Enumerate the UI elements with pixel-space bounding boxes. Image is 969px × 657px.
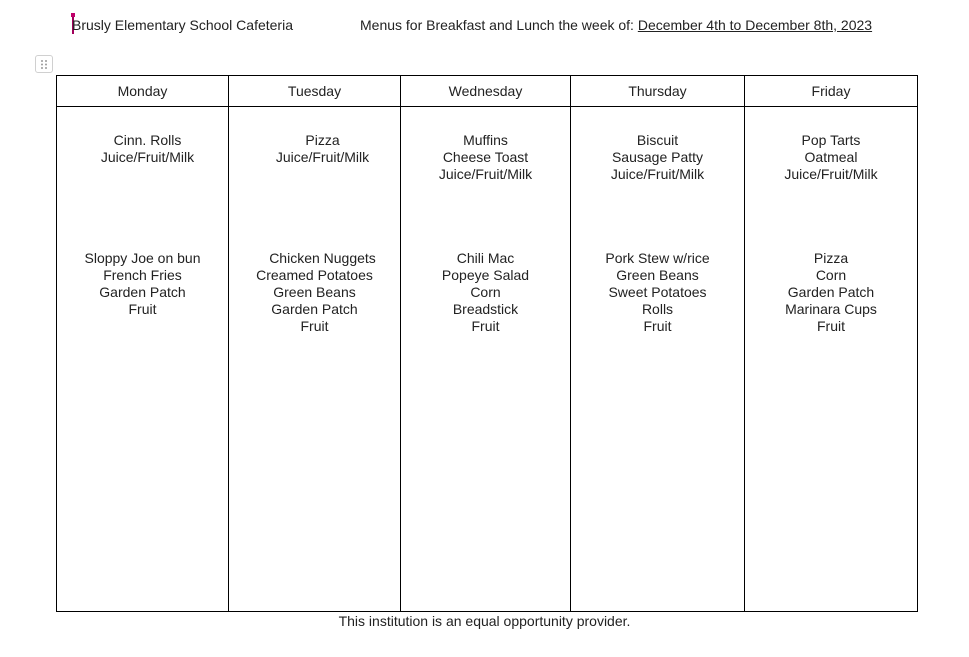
- menu-item: Marinara Cups: [785, 301, 877, 317]
- menu-item: Juice/Fruit/Milk: [100, 149, 195, 165]
- menu-item: Garden Patch: [787, 284, 875, 300]
- menu-item: Garden Patch: [99, 284, 186, 300]
- menu-item: Corn: [470, 284, 501, 300]
- menu-item: Fruit: [128, 301, 157, 317]
- breakfast-menu-monday: [57, 132, 228, 250]
- lunch-menu-monday: [57, 250, 228, 318]
- menu-item: Biscuit: [636, 132, 679, 148]
- menu-item: Chicken Nuggets: [269, 250, 376, 266]
- menu-item: Garden Patch: [271, 301, 358, 317]
- menu-item: Chili Mac: [456, 250, 515, 266]
- day-header-wednesday: Wednesday: [401, 76, 571, 107]
- equal-opportunity-statement: This institution is an equal opportunity provider.: [338, 613, 631, 629]
- breakfast-menu-thursday: [571, 132, 744, 250]
- menu-item: Sloppy Joe on bun: [84, 250, 201, 266]
- day-header-friday: Friday: [745, 76, 918, 107]
- day-header-monday: Monday: [57, 76, 229, 107]
- menu-item: Fruit: [643, 318, 672, 334]
- breakfast-menu-friday: [745, 132, 917, 250]
- menu-item: Fruit: [817, 318, 845, 334]
- menu-item: Pizza: [813, 250, 849, 266]
- breakfast-menu-tuesday: [229, 132, 400, 250]
- school-name: Brusly Elementary School Cafeteria: [72, 17, 293, 33]
- drag-handle-icon: [40, 59, 48, 70]
- menu-item: Juice/Fruit/Milk: [438, 166, 533, 182]
- menu-cell-monday: [57, 107, 229, 612]
- day-header-tuesday: Tuesday: [229, 76, 401, 107]
- menu-item: Popeye Salad: [441, 267, 530, 283]
- menu-item: Cinn. Rolls: [113, 132, 182, 148]
- menu-item: Juice/Fruit/Milk: [610, 166, 705, 182]
- menu-row: [57, 107, 918, 612]
- menu-item: Pop Tarts: [801, 132, 861, 148]
- lunch-menu-tuesday: [229, 250, 400, 335]
- menu-item: French Fries: [103, 267, 182, 283]
- breakfast-menu-wednesday: [401, 132, 570, 250]
- menu-item: Fruit: [300, 318, 329, 334]
- menu-item: Muffins: [463, 132, 508, 148]
- table-drag-handle[interactable]: [35, 55, 53, 73]
- menu-week-heading: [360, 17, 872, 33]
- menu-cell-friday: [745, 107, 918, 612]
- week-dates: December 4th to December 8th, 2023: [637, 17, 873, 33]
- menu-item: Breadstick: [452, 301, 519, 317]
- menu-item: Juice/Fruit/Milk: [275, 149, 370, 165]
- menu-item: Pizza: [305, 132, 340, 148]
- lunch-menu-friday: [745, 250, 917, 335]
- menu-item: Sweet Potatoes: [608, 284, 707, 300]
- menu-item: Creamed Potatoes: [256, 267, 373, 283]
- menu-item: Pork Stew w/rice: [605, 250, 710, 266]
- menu-heading-prefix: Menus for Breakfast and Lunch the week of:: [360, 17, 638, 33]
- day-header-thursday: Thursday: [571, 76, 745, 107]
- lunch-menu-wednesday: [401, 250, 570, 335]
- menu-item: Cheese Toast: [442, 149, 529, 165]
- menu-item: Green Beans: [616, 267, 699, 283]
- menu-item: Oatmeal: [804, 149, 858, 165]
- lunch-menu-thursday: [571, 250, 744, 335]
- menu-item: Corn: [815, 267, 847, 283]
- menu-item: Juice/Fruit/Milk: [784, 166, 878, 182]
- menu-cell-thursday: [571, 107, 745, 612]
- menu-cell-tuesday: [229, 107, 401, 612]
- menu-item: Sausage Patty: [611, 149, 704, 165]
- weekly-menu-table: [56, 75, 918, 612]
- menu-item: Green Beans: [273, 284, 356, 300]
- menu-item: Fruit: [471, 318, 500, 334]
- menu-cell-wednesday: [401, 107, 571, 612]
- day-header-row: [57, 76, 918, 107]
- menu-item: Rolls: [641, 301, 674, 317]
